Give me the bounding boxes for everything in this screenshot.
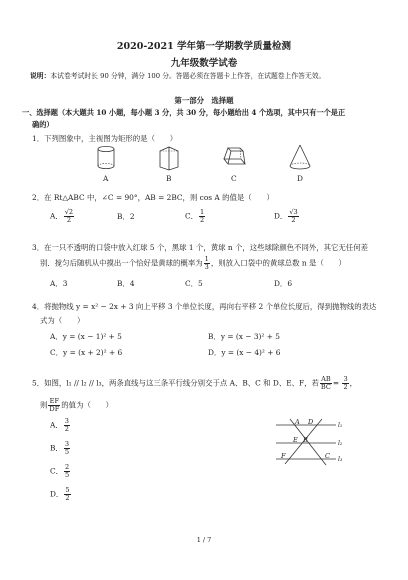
- q5-line1: 5．如图，l₁ // l₂ // l₃，两条直线与这三条平行线分别交于点 A、B、C 和 D、E、F，若 $\frac{AB}{BC}$ = $\frac{3}{2}$ ，: [32, 375, 358, 391]
- q3-line1: 3．在一只不透明的口袋中放入红球 5 个，黑球 1 个，黄球 n 个，这些球除颜色不同外，其它无任何差: [32, 243, 368, 252]
- q1-label-b: B: [166, 174, 172, 183]
- q4-option-a: A．y = (x − 1)² + 5: [50, 332, 122, 341]
- fig-line-l3: l₃: [338, 456, 343, 463]
- triangular-prism-figure: [157, 145, 181, 171]
- q5-option-b: B． $\frac{3}{5}$: [50, 440, 70, 456]
- q2-option-a: A． $\frac{√2}{2}$: [50, 208, 74, 224]
- cylinder-figure: [94, 145, 118, 171]
- fig-point-d: D: [308, 418, 314, 426]
- fig-point-e: E: [293, 436, 298, 444]
- q3-option-b: B．4: [117, 279, 135, 288]
- q3-option-d: D．6: [274, 279, 293, 288]
- fig-point-a: A: [295, 418, 300, 426]
- q4-option-b: B．y = (x − 3)² + 5: [208, 332, 280, 341]
- q1-label-c: C: [231, 174, 237, 183]
- q5-option-a: A． $\frac{3}{2}$: [50, 417, 69, 433]
- page-subtitle: 九年级数学试卷: [170, 58, 238, 69]
- q2-option-d: D． $\frac{√3}{2}$: [274, 208, 298, 224]
- q4-option-c: C．y = (x + 2)² + 6: [50, 348, 123, 357]
- fig-line-l2: l₂: [338, 440, 343, 447]
- q5-option-d: D． $\frac{5}{2}$: [50, 486, 70, 502]
- q4-line1: 4．将抛物线 y = x² − 2x + 3 向上平移 3 个单位长度，再向右平移 2 个单位长度后，得到抛物线的表达: [32, 302, 377, 311]
- instructions-label: 说明：: [30, 72, 51, 80]
- q3-option-c: C．5: [185, 279, 203, 288]
- instructions-text: 本试卷考试时长 90 分钟，满分 100 分。答题必须在答题卡上作答，在试题卷上作答无效。: [50, 72, 326, 80]
- q1-stem: 1．下列图象中，主视图为矩形的是（ ）: [32, 134, 178, 143]
- section-title-line2: 确的）: [32, 120, 54, 129]
- cone-figure: [287, 144, 313, 172]
- frustum-figure: [221, 145, 247, 171]
- section-title-line1: 一、选择题（本大题共 10 小题，每小题 3 分，共 30 分，每小题给出 4 个选项，其中只有一个是正: [22, 108, 346, 117]
- q2-option-c: C． $\frac{1}{2}$: [185, 208, 205, 224]
- fig-line-l1: l₁: [338, 422, 343, 429]
- instructions: [30, 71, 325, 81]
- q5-line2: 则 $\frac{EF}{DF}$ 的值为（ ）: [40, 397, 114, 413]
- q3-option-a: A．3: [50, 279, 68, 288]
- q3-line2: 别．搅匀后随机从中摸出一个恰好是黄球的概率为 $\frac{1}{3}$ ，则放入口袋中的黄球总数 n 是（ ）: [40, 255, 346, 271]
- page-title: 2020-2021 学年第一学期教学质量检测: [116, 41, 292, 52]
- part-title: 第一部分 选择题: [174, 96, 234, 105]
- page-number: 1 / 7: [196, 536, 212, 544]
- q4-option-d: D．y = (x − 4)² + 6: [208, 348, 281, 357]
- q5-option-c: C． $\frac{2}{5}$: [50, 463, 70, 479]
- fig-point-c: C: [325, 452, 330, 460]
- parallel-lines-figure: [270, 416, 350, 472]
- fig-point-b: B: [303, 436, 308, 444]
- q4-line2: 式为（ ）: [40, 316, 85, 325]
- q2-option-b: B．2: [117, 212, 135, 221]
- fig-point-f: F: [281, 452, 286, 460]
- q2-stem: 2．在 Rt△ABC 中，∠C = 90°，AB = 2BC，则 cos A 的值是（ ）: [32, 193, 274, 202]
- q1-label-d: D: [297, 174, 303, 183]
- q1-label-a: A: [103, 174, 109, 183]
